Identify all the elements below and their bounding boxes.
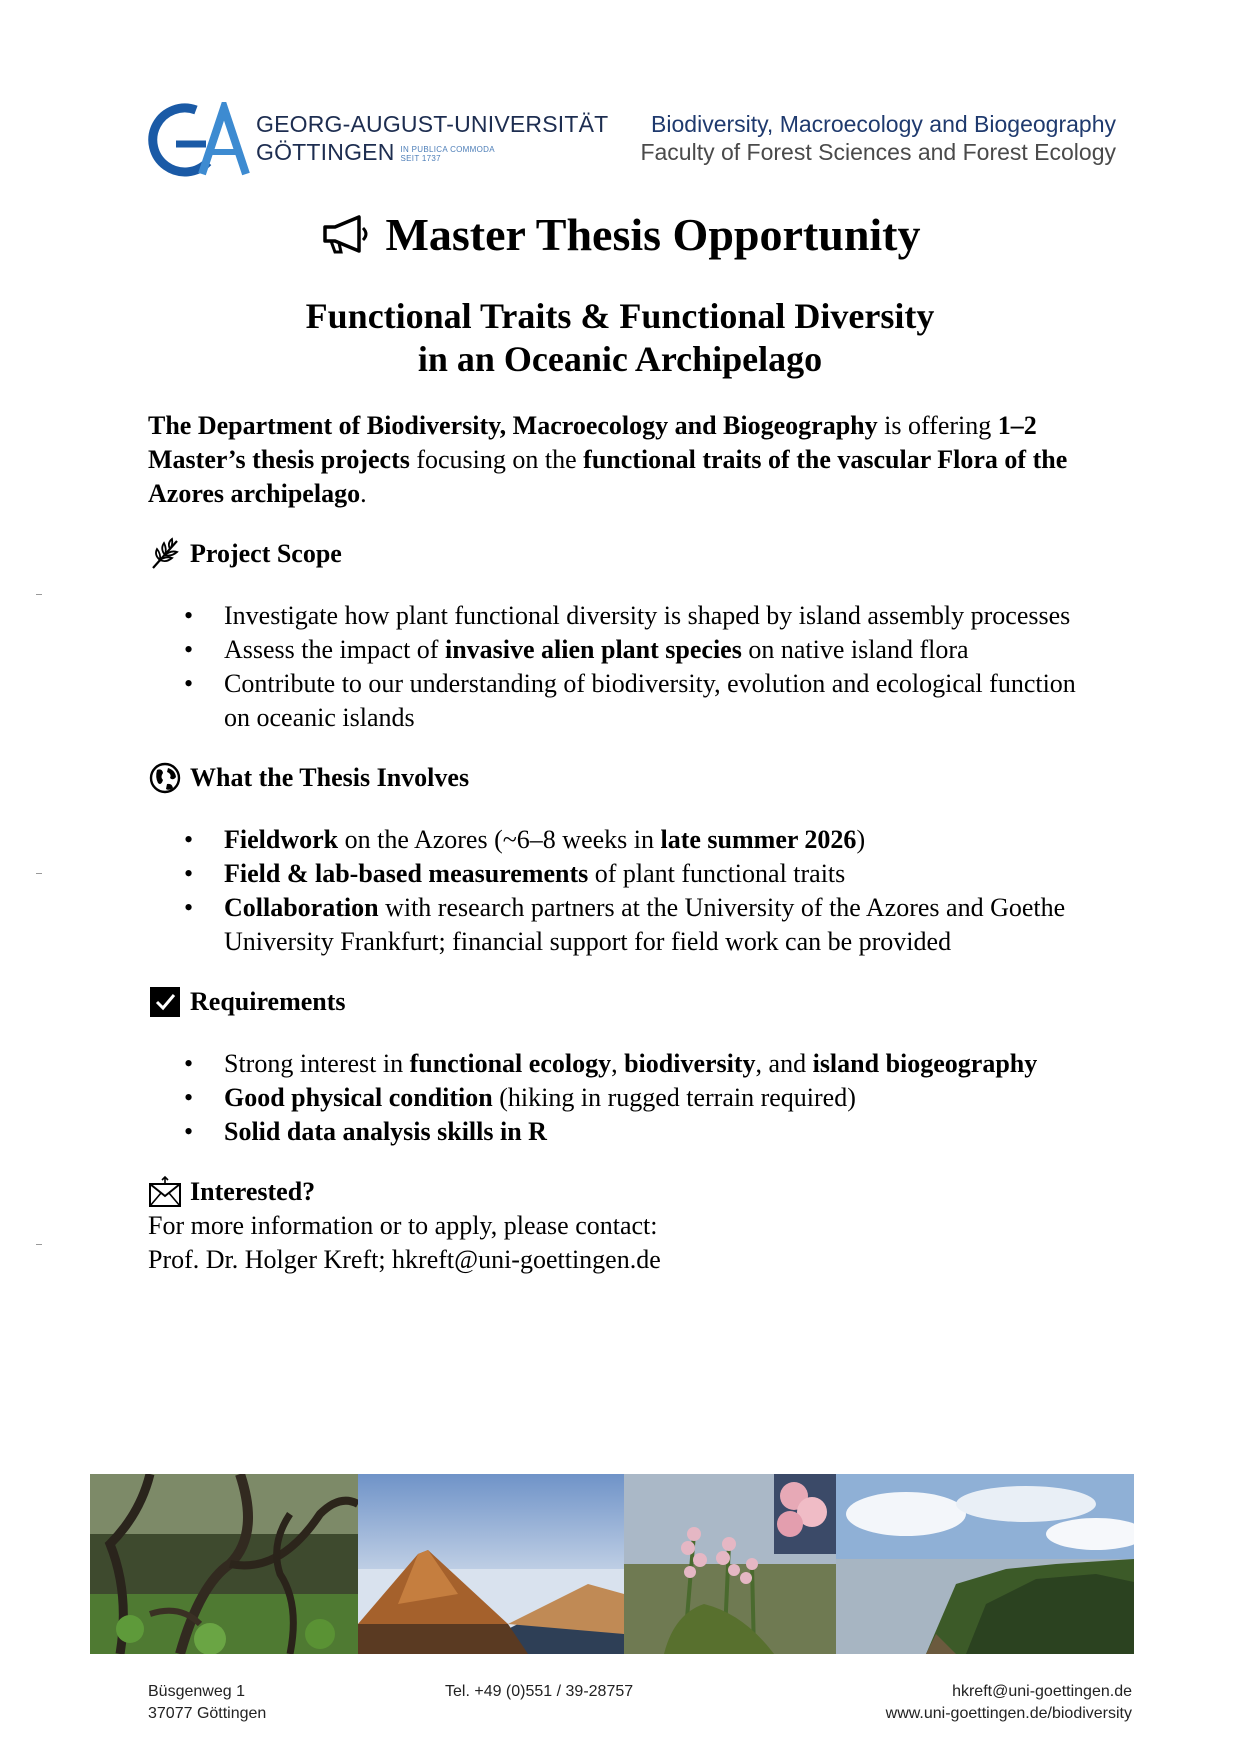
requirements-list <box>148 1047 1108 1149</box>
section-thesis-involves <box>148 761 1108 795</box>
fern-leaf-icon <box>148 537 182 571</box>
involves-list <box>148 823 1108 959</box>
subtitle <box>0 295 1240 381</box>
section-title: Requirements <box>190 987 346 1016</box>
list-item: • Fieldwork on the Azores (~6–8 weeks in late summer 2026) <box>148 823 1108 857</box>
list-item: • Field & lab-based measurements of plant functional traits <box>148 857 1108 891</box>
university-line1: GEORG-AUGUST-UNIVERSITÄT <box>256 111 609 137</box>
university-logo <box>146 102 251 180</box>
contact-line2: Prof. Dr. Holger Kreft; hkreft@uni-goettingen.de <box>148 1245 661 1274</box>
envelope-icon <box>148 1175 182 1209</box>
footer-email[interactable]: hkreft@uni-goettingen.de <box>952 1683 1132 1700</box>
list-item: • Solid data analysis skills in R <box>148 1115 1108 1149</box>
university-motto: IN PUBLICA COMMODA SEIT 1737 <box>400 144 495 163</box>
main-content <box>148 409 1108 1277</box>
footer-website[interactable]: www.uni-goettingen.de/biodiversity <box>885 1705 1132 1722</box>
footer-phone: Tel. +49 (0)551 / 39-28757 <box>445 1683 634 1700</box>
coastal-cliff-photo <box>836 1474 1134 1654</box>
list-item: • Assess the impact of invasive alien plant species on native island flora <box>148 633 1108 667</box>
laurel-forest-photo <box>90 1474 358 1654</box>
subtitle-line2: in an Oceanic Archipelago <box>417 339 823 379</box>
intro-paragraph: The Department of Biodiversity, Macroecology and Biogeography is offering 1–2 Master’s thesis projects focusing on the functional traits of the vascular Flora of the Azores archipelago. <box>148 411 1068 508</box>
university-name <box>256 110 608 166</box>
margin-mark <box>36 1244 42 1245</box>
title-text: Master Thesis Opportunity <box>385 209 921 260</box>
page-title <box>0 208 1240 262</box>
list-item: • Collaboration with research partners at the University of the Azores and Goethe University Frankfurt; financial support for field work can be provided <box>148 891 1108 959</box>
list-item: • Contribute to our understanding of biodiversity, evolution and ecological function on oceanic islands <box>148 667 1108 735</box>
list-item: • Good physical condition (hiking in rugged terrain required) <box>148 1081 1108 1115</box>
pico-mountain-photo <box>358 1474 624 1654</box>
university-line2: GÖTTINGEN <box>256 139 395 165</box>
scope-list <box>148 599 1108 735</box>
section-title: Project Scope <box>190 539 342 568</box>
photo-strip <box>90 1474 1134 1654</box>
subtitle-line1: Functional Traits & Functional Diversity <box>305 296 935 336</box>
department-name <box>640 110 1116 166</box>
margin-mark <box>36 873 42 874</box>
department-line1: Biodiversity, Macroecology and Biogeography <box>651 111 1116 137</box>
contact-section <box>148 1175 1108 1277</box>
megaphone-icon <box>319 215 371 255</box>
contact-line1: For more information or to apply, please contact: <box>148 1211 658 1240</box>
section-title: What the Thesis Involves <box>190 763 470 792</box>
footer-address: Büsgenweg 1 37077 Göttingen <box>148 1683 267 1722</box>
globe-icon <box>148 761 182 795</box>
check-box-icon <box>148 985 182 1019</box>
footer-contact <box>886 1681 1132 1725</box>
section-requirements <box>148 985 1108 1019</box>
section-title: Interested? <box>190 1177 316 1206</box>
list-item: • Strong interest in functional ecology, biodiversity, and island biogeography <box>148 1047 1108 1081</box>
section-interested <box>148 1175 1108 1209</box>
section-project-scope <box>148 537 1108 571</box>
margin-mark <box>36 594 42 595</box>
heather-flowers-photo <box>624 1474 836 1654</box>
department-line2: Faculty of Forest Sciences and Forest Ecology <box>640 139 1116 165</box>
list-item: • Investigate how plant functional diversity is shaped by island assembly processes <box>148 599 1108 633</box>
